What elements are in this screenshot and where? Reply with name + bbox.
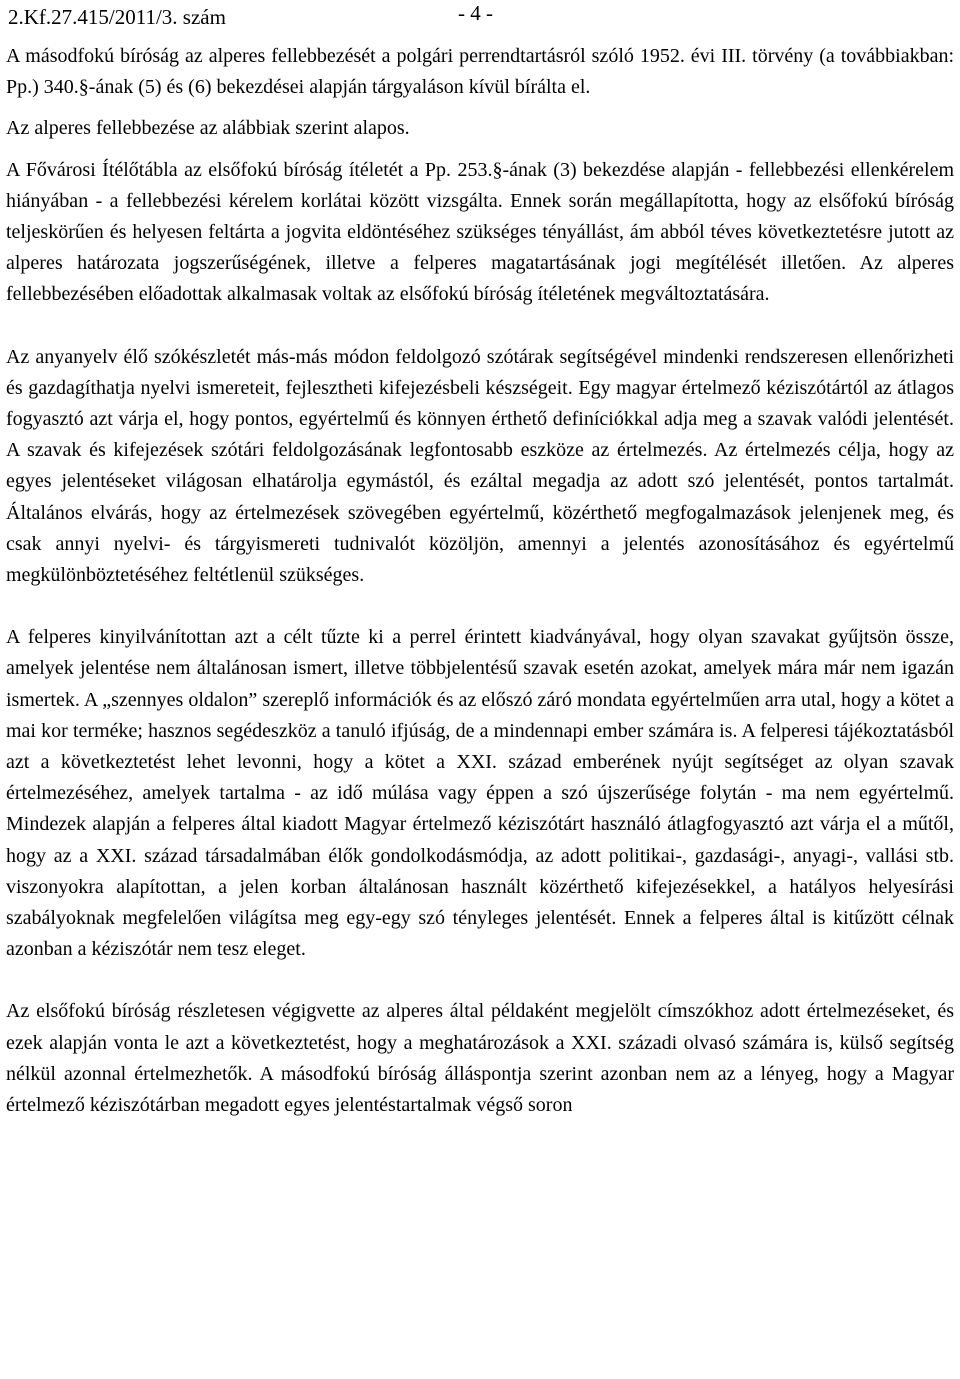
paragraph-procedure: A másodfokú bíróság az alperes fellebbezését a polgári perrendtartásról szóló 1952. évi III. törvény (a továbbiakban: Pp.) 340.§-ának (5) és (6) bekezdései alapján tárgyaláson kívül bírálta el. <box>6 45 954 99</box>
case-number: 2.Kf.27.415/2011/3. szám <box>8 5 226 29</box>
paragraph-review: A Fővárosi Ítélőtábla az elsőfokú bíróság ítéletét a Pp. 253.§-ának (3) bekezdése alapján - fellebbezési ellenkérelem hiányában - a fellebbezési kérelem korlátai között vizsgálta. Ennek során megállapította, hogy az elsőfokú bíróság teljeskörűen és helyesen feltárta a jogvita eldöntéséhez szükséges tényállást, ám abból téves következtetésre jutott az alperes határozata jogszerűségének, illetve a felperes magatartásának jogi megítélését illetően. Az alperes fellebbezésében előadottak alkalmasak voltak az elsőfokú bíróság ítéletének megváltoztatására. <box>6 158 954 306</box>
paragraph-dictionary-purpose: Az anyanyelv élő szókészletét más-más módon feldolgozó szótárak segítségével mindenki rendszeresen ellenőrizheti és gazdagíthatja nyelvi ismereteit, fejlesztheti kifejezésbeli készségeit. Egy magyar értelmező kéziszótártól az átlagos fogyasztó azt várja el, hogy pontos, egyértelmű és könnyen érthető definíciókkal adja meg a szavak valódi jelentését. A szavak és kifejezések szótári feldolgozásának legfontosabb eszköze az értelmezés. Az értelmezés célja, hogy az egyes jelentéseket világosan elhatárolja egymástól, és ezáltal megadja az adott szó jelentését, pontos tartalmát. Általános elvárás, hogy az értelmezések szövegében egyértelmű, közérthető megfogalmazások jelenjenek meg, és csak annyi nyelvi- és tárgyismereti tudnivalót közöljön, amennyi a jelentés azonosításához és egyértelmű megkülönböztetéséhez feltétlenül szükséges. <box>6 345 954 587</box>
paragraph-finding: Az alperes fellebbezése az alábbiak szerint alapos. <box>6 117 410 140</box>
paragraph-first-instance: Az elsőfokú bíróság részletesen végigvette az alperes által példaként megjelölt címszókhoz adott értelmezéseket, és ezek alapján vonta le azt a következtetést, hogy a meghatározások a XXI. századi olvasó számára is, külső segítség nélkül azonnal értelmezhetők. A másodfokú bíróság álláspontja szerint azonban nem az a lényeg, hogy a Magyar értelmező kéziszótárban megadott egyes jelentéstartalmak végső soron <box>6 1000 954 1117</box>
paragraph-plaintiff-aim: A felperes kinyilvánítottan azt a célt tűzte ki a perrel érintett kiadványával, hogy olyan szavakat gyűjtsön össze, amelyek jelentése nem általánosan ismert, illetve többjelentésű szavak esetén azokat, amelyek mára már nem igazán ismertek. A „szennyes oldalon” szereplő információk és az előszó záró mondata egyértelműen arra utal, hogy a kötet a mai kor terméke; hasznos segédeszköz a tanuló ifjúság, de a mindennapi ember számára is. A felperesi tájékoztatásból azt a következtetést lehet levonni, hogy a kötet a XXI. század emberének nyújt segítséget az olyan szavak értelmezéséhez, amelyek tartalma - az idő múlása vagy éppen a szó újszerűsége folytán - ma nem egyértelmű. Mindezek alapján a felperes által kiadott Magyar értelmező kéziszótárt használó átlagfogyasztó azt várja el a műtől, hogy az a XXI. század társadalmában élők gondolkodásmódja, az adott politikai-, gazdasági-, anyagi-, vallási stb. viszonyokra alapítottan, a jelen korban általánosan használt közérthető kifejezésekkel, a hatályos helyesírási szabályoknak megfelelően világítsa meg egy-egy szó tényleges jelentését. Ennek a felperes által is kitűzött célnak azonban a kéziszótár nem tesz eleget. <box>6 626 954 961</box>
page-header <box>6 0 954 36</box>
page-number: - 4 - <box>458 1 493 25</box>
document-body <box>6 41 954 1121</box>
